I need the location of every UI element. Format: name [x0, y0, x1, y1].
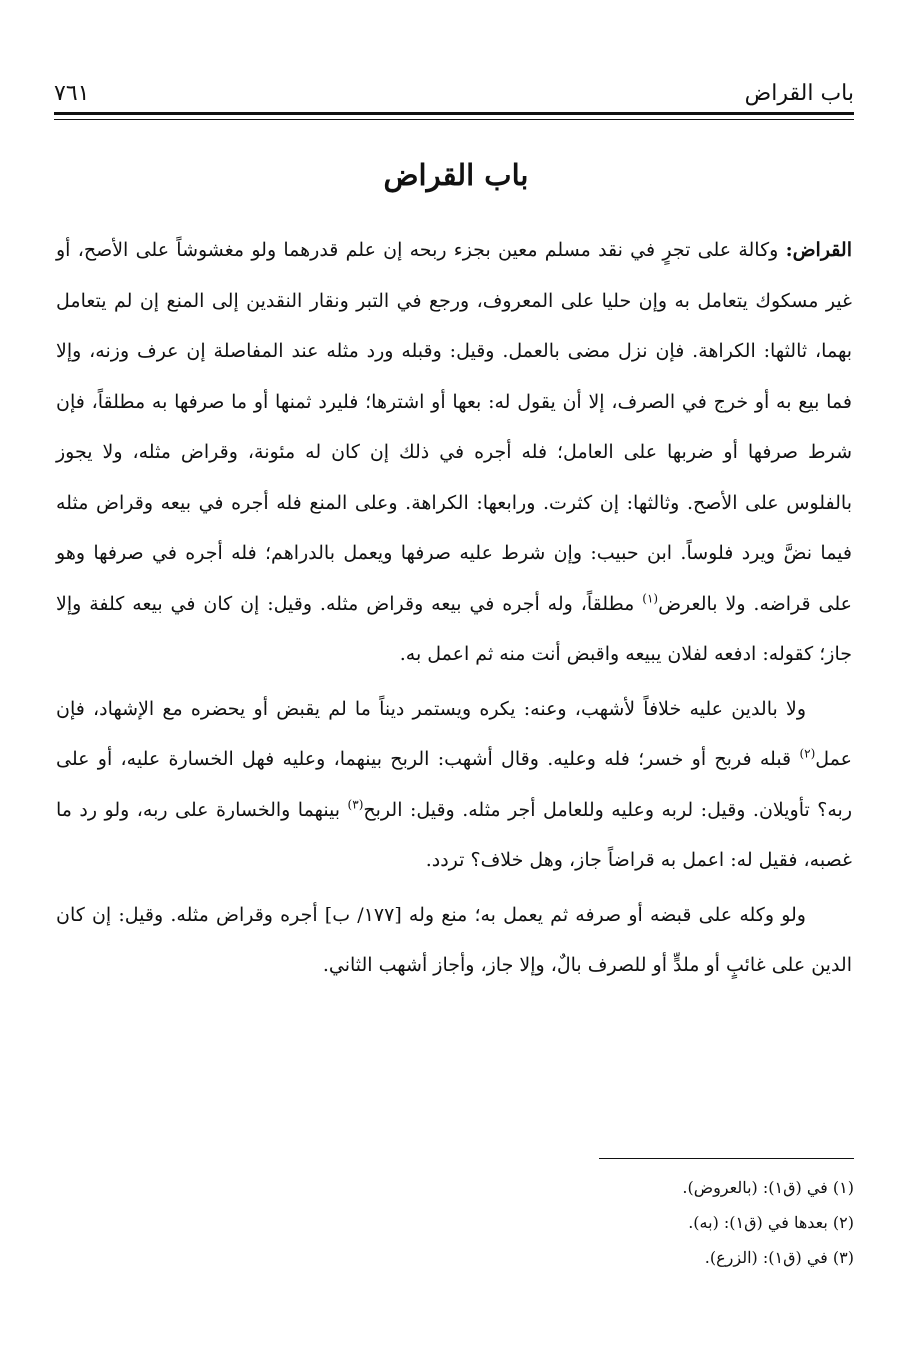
paragraph-text: ولو وكله على قبضه أو صرفه ثم يعمل به؛ منع وله [١٧٧/ ب] أجره وقراض مثله. وقيل: إن كان الدين على غائبٍ أو ملدٍّ أو للصرف بالٌ، وإلا جاز، وأجاز أشهب الثاني.: [56, 903, 852, 976]
paragraph-text-end: بينهما والخسارة على ربه، ولو رد ما غصبه، فقيل له: اعمل به قراضاً جاز، وهل خلاف؟ تردد.: [56, 798, 852, 871]
running-header: [54, 60, 854, 106]
paragraph-2: [56, 684, 852, 886]
main-text: [56, 225, 852, 991]
footnote-1: (١) في (ق١): (بالعروض).: [682, 1178, 854, 1197]
paragraph-text: ولا بالدين عليه خلافاً لأشهب، وعنه: يكره ويستمر ديناً ما لم يقبض أو يحضره مع الإشهاد، فإن عمل: [56, 697, 852, 770]
running-title: باب القراض: [744, 81, 854, 106]
footnote-marker-1[interactable]: (١): [642, 591, 659, 606]
footnote-3: (٣) في (ق١): (الزرع).: [704, 1248, 854, 1267]
paragraph-1: [56, 225, 852, 680]
paragraph-lead-term: القراض:: [785, 239, 852, 261]
header-rule-thick: [54, 112, 854, 115]
footnote-marker-2[interactable]: (٢): [799, 746, 816, 761]
chapter-title: باب القراض: [383, 158, 529, 192]
footnote-separator: [599, 1158, 854, 1159]
page-number: ٧٦١: [54, 81, 90, 106]
footnote-marker-3[interactable]: (٣): [347, 797, 364, 812]
footnote-2: (٢) بعدها في (ق١): (به).: [688, 1213, 854, 1232]
paragraph-text: وكالة على تجرٍ في نقد مسلم معين بجزء ربحه إن علم قدرهما ولو مغشوشاً على الأصح، أو غير مسكوك يتعامل به وإن حليا على المعروف، ورجع في التبر ونقار النقدين إلى المنع إن لم يتعامل بهما، ثالثها: الكراهة. فإن نزل مضى بالعمل. وقيل: وقبله ورد مثله عند المفاصلة إن عرف وزنه، وإلا فما بيع به أو خرج في الصرف، إلا أن يقول له: بعها أو اشترها؛ فليرد ثمنها أو ما صرفها به مطلقاً، فإن شرط صرفها أو ضربها على العامل؛ فله أجره في ذلك إن كان له مئونة، وقراض مثله، ولا يجوز بالفلوس على الأصح. وثالثها: إن كثرت. ورابعها: الكراهة. وعلى المنع فله أجره في بيعه وقراض مثله فيما نضَّ ويرد فلوساً. ابن حبيب: وإن شرط عليه صرفها ويعمل بالدراهم؛ فله أجره في صرفها وهو على قراضه. ولا بالعرض: [56, 239, 852, 615]
paragraph-3: [56, 890, 852, 991]
paragraph-text-continued: مطلقاً، وله أجره في بيعه وقراض مثله. وقيل: إن كان في بيعه كلفة وإلا جاز؛ كقوله: ادفعه لفلان يبيعه واقبض أنت منه ثم اعمل به.: [56, 592, 852, 665]
footnotes: [300, 1170, 854, 1275]
paragraph-text-continued: قبله فربح أو خسر؛ فله وعليه. وقال أشهب: الربح بينهما، وعليه فهل الخسارة عليه، أو على ربه؟ تأويلان. وقيل: لربه وعليه وللعامل أجر مثله. وقيل: الربح: [56, 748, 852, 821]
header-rule-thin: [54, 119, 854, 120]
